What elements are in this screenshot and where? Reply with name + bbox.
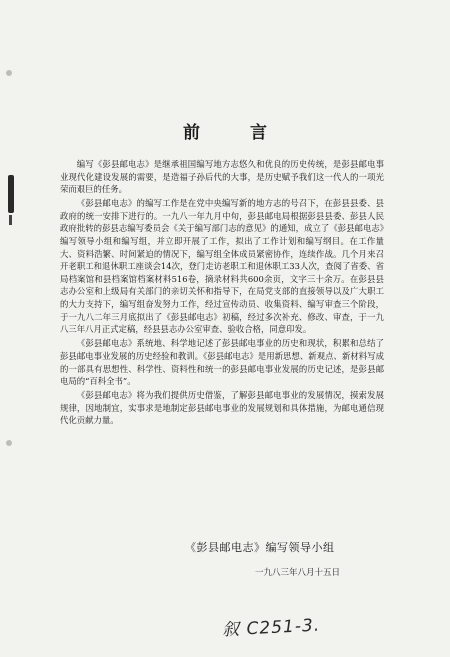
- punch-hole: [6, 70, 12, 76]
- paragraph: 《彭县邮电志》将为我们提供历史借鉴，了解彭县邮电事业的发展情况，摸索发展规律，因地制宜，实事求是地制定彭县邮电事业的发展规划和具体措施，为邮电通信现代化贡献力量。: [60, 390, 384, 426]
- handwritten-note: 叙 C251-3.: [221, 615, 321, 641]
- paragraph: 《彭县邮电志》的编写工作是在党中央编写新的地方志的号召下，在彭县县委、县政府的统一安排下进行的。一九八一年九月中旬，彭县邮电局根据彭县县委、彭县人民政府批转的彭县志编写委员会《关于编写部门志的意见》的通知，成立了《彭县邮电志》编写领导小组和编写组，并立即开展了工作，拟出了工作计划和编写纲目。在工作量大、资料浩繁、时间紧迫的情况下，编写组全体成员紧密协作，连续作战。几个月来召开老职工和退休职工座谈会14次，登门走访老职工和退休职工33人次，查阅了省委、省局档案馆和县档案馆档案材料516卷，摘录材料共600余页，文字三十余万。在彭县县志办公室和上级局有关部门的亲切关怀和指导下，在局党支部的直接领导以及广大职工的大力支持下，编写组奋发努力工作，经过宣传动员、收集资料、编写审查三个阶段，于一九八二年三月底拟出了《彭县邮电志》初稿，经过多次补充、修改、审查，于一九八三年八月正式定稿，经县县志办公室审查、验收合格，同意印发。: [60, 198, 384, 335]
- binding-mark: [8, 175, 14, 213]
- paragraph: 《彭县邮电志》系统地、科学地记述了彭县邮电事业的历史和现状，积累和总结了彭县邮电事业发展的历史经验和教训。《彭县邮电志》是用新思想、新观点、新材料写成的一部具有思想性、科学性、资料性和统一的彭县邮电事业发展的历史记述，是彭县邮电局的“百科全书”。: [60, 338, 384, 387]
- preface-body: [60, 158, 384, 428]
- punch-hole: [6, 440, 12, 446]
- signature-group: 《彭县邮电志》编写领导小组: [185, 541, 335, 554]
- page-title: 前 言: [183, 123, 289, 143]
- paragraph: 编写《彭县邮电志》是继承祖国编写地方志悠久和优良的历史传统，是彭县邮电事业现代化建设发展的需要，是造福子孙后代的大事，是历史赋予我们这一代人的一项光荣而艰巨的任务。: [60, 159, 384, 195]
- signature-date: 一九八三年八月十五日: [255, 568, 341, 578]
